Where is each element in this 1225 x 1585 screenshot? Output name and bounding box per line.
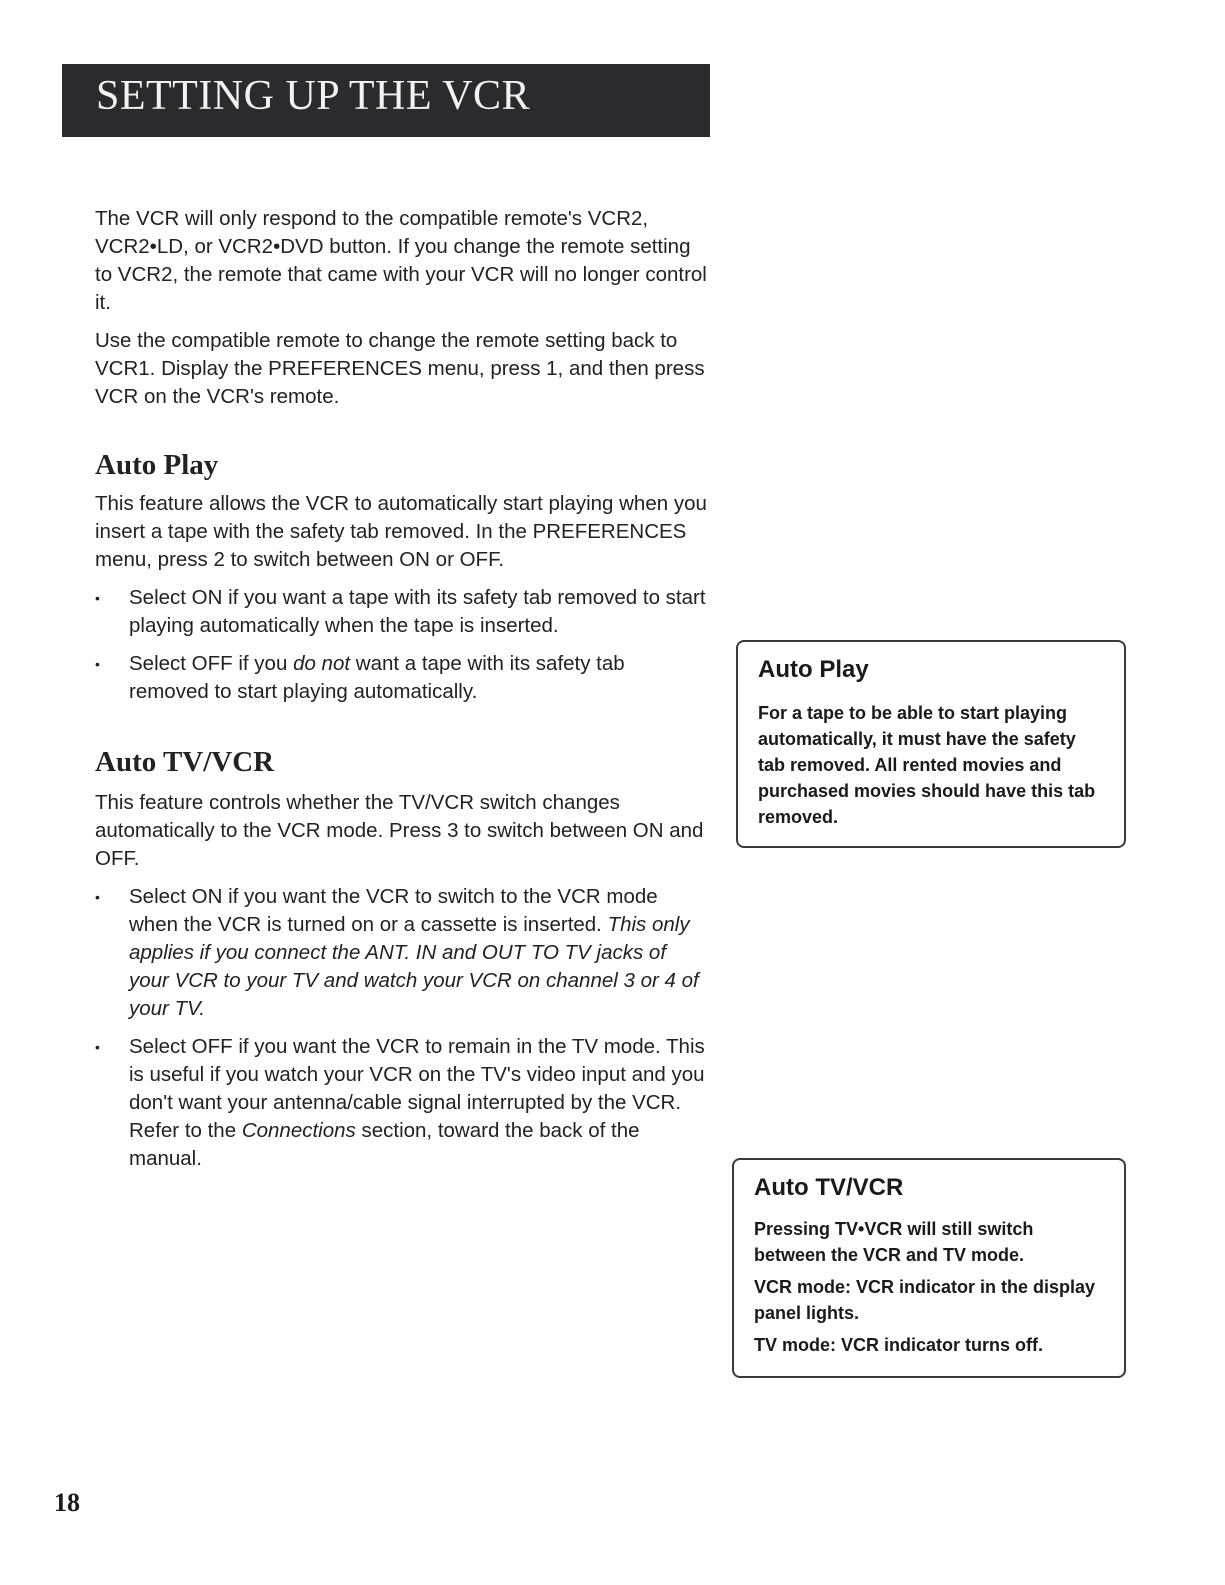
auto-play-bullet-off-em: do not bbox=[293, 652, 351, 675]
auto-play-bullet-on: Select ON if you want a tape with its safety tab removed to start playing automatically when the tape is inserted. bbox=[129, 586, 706, 637]
note-line-1: Pressing TV•VCR will still switch between the VCR and TV mode. bbox=[754, 1219, 1034, 1265]
page-title: SETTING UP THE VCR bbox=[96, 73, 531, 119]
note-line-3: TV mode: VCR indicator turns off. bbox=[754, 1335, 1044, 1355]
auto-tv-vcr-bullet-on-em: This only applies if you connect the ANT. IN and OUT TO TV jacks of your VCR to your TV and watch your VCR on channel 3 or 4 of your TV. bbox=[129, 913, 699, 1020]
list-item bbox=[95, 650, 710, 706]
auto-tv-vcr-bullets bbox=[95, 883, 710, 1173]
list-item bbox=[95, 883, 710, 1023]
note-text: For a tape to be able to start playing automatically, it must have the safety tab removed. All rented movies and purchased movies should have this tab removed. bbox=[758, 703, 1096, 827]
note-line-2: VCR mode: VCR indicator in the display panel lights. bbox=[754, 1277, 1096, 1323]
bullet-icon: • bbox=[95, 656, 100, 672]
main-content bbox=[95, 205, 710, 1183]
list-item bbox=[95, 1033, 710, 1173]
auto-play-description: This feature allows the VCR to automatically start playing when you insert a tape with the safety tab removed. In the PREFERENCES menu, press 2 to switch between ON or OFF. bbox=[95, 492, 707, 571]
auto-tv-vcr-bullet-off-em: Connections bbox=[241, 1119, 356, 1142]
auto-tv-vcr-bullet-off-a: Select OFF if you want the VCR to remain in the TV mode. This is useful if you watch your VCR on the TV's video input and you don't want your antenna/cable signal interrupted by the VCR. Refer to the bbox=[129, 1035, 705, 1142]
bullet-icon: • bbox=[95, 889, 100, 905]
note-title: Auto TV/VCR bbox=[754, 1174, 904, 1201]
intro-paragraph-2: Use the compatible remote to change the remote setting back to VCR1. Display the PREFERENCES menu, press 1, and then press VCR on the VCR's remote. bbox=[95, 329, 705, 408]
bullet-icon: • bbox=[95, 590, 100, 606]
note-title: Auto Play bbox=[758, 656, 869, 683]
bullet-icon: • bbox=[95, 1039, 100, 1055]
auto-play-bullet-off-a: Select OFF if you bbox=[129, 652, 294, 675]
auto-play-bullet-off-b: want a tape with its safety tab removed to start playing automatically. bbox=[129, 652, 625, 703]
intro-paragraph-1: The VCR will only respond to the compatible remote's VCR2, VCR2•LD, or VCR2•DVD button. If you change the remote setting to VCR2, the remote that came with your VCR will no longer control it. bbox=[95, 207, 707, 314]
auto-tv-vcr-heading: Auto TV/VCR bbox=[95, 746, 275, 778]
auto-play-bullets bbox=[95, 584, 710, 706]
auto-tv-vcr-bullet-on-a: Select ON if you want the VCR to switch to the VCR mode when the VCR is turned on or a cassette is inserted. bbox=[129, 885, 658, 936]
auto-tv-vcr-bullet-off-b: section, toward the back of the manual. bbox=[129, 1119, 640, 1170]
auto-play-heading: Auto Play bbox=[95, 449, 219, 481]
list-item bbox=[95, 584, 710, 640]
auto-tv-vcr-description: This feature controls whether the TV/VCR switch changes automatically to the VCR mode. Press 3 to switch between ON and OFF. bbox=[95, 791, 704, 870]
note-box-auto-tv-vcr bbox=[732, 1158, 1126, 1378]
note-box-auto-play bbox=[736, 640, 1126, 848]
page-number: 18 bbox=[54, 1488, 80, 1517]
